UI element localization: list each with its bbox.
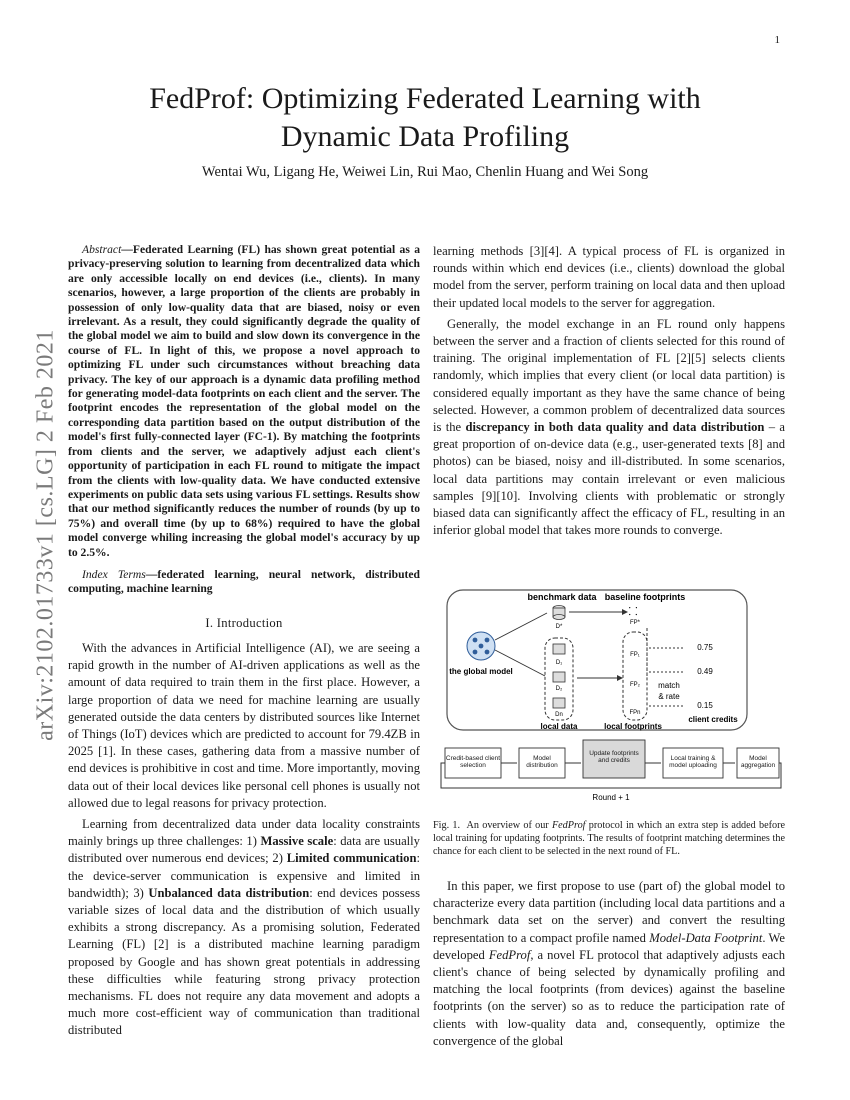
intro-r3-e: , a novel FL protocol that adaptively adjusts each client's chance of being selected by dynamically profiling and matching the local footprints (from devices) against the baseline footprints (on the server) so as to reduce the participation rate of clients with low-quality data and, consequently, optimize the convergence of the global [433, 947, 785, 1048]
intro-p2-e: : the device-server communication is expensive and limited in bandwidth); 3) [68, 851, 420, 900]
model-to-benchmark-arrow [495, 613, 547, 640]
database-icon [553, 606, 565, 620]
section-heading-introduction: I. Introduction [205, 615, 283, 630]
d2-label: D₂ [555, 686, 563, 692]
intro-paragraph-5 [433, 878, 785, 1050]
step-5 [737, 748, 779, 778]
figure-1-diagram [437, 588, 783, 808]
local-footprints-group [623, 632, 647, 720]
abstract [68, 243, 420, 560]
client-credits-label: client credits [688, 715, 738, 724]
intro-paragraph-3: learning methods [3][4]. A typical process of FL is organized in rounds within which end devices (i.e., clients) download the global model from the server, perform training on local data and then upload their updated local models to the server for aggregation. [433, 244, 785, 310]
step-5-text: Model aggregation [740, 755, 776, 769]
footprint-icon: ⸬ [628, 606, 638, 618]
paper-title [0, 80, 850, 156]
intro-p2-c: : data are usually distributed over numerous end devices; 2) [68, 834, 420, 866]
step-1-text: Credit-based client selection [445, 755, 501, 769]
intro-paragraph-1: With the advances in Artificial Intelligence (AI), we are seeing a rapid growth in the number of AI-driven applications as well as the amount of data required to train them in the first place. However, a large proportion of data we need for machine learning are usually generated outside the data centers by distributed sources like Internet of Things (IoT) devices which are predicted to account for 79.4ZB in 2025 [1]. In these cases, gathering data from a massive number of end devices is prohibitive in cost and time. More importantly, moving data out of their local devices like personal cell phones is usually not allowed due to legal reasons for privacy protection. [68, 640, 420, 810]
abstract-lead: Abstract [82, 243, 122, 256]
figure-1-caption [433, 819, 785, 858]
page-number: 1 [774, 34, 780, 46]
dn-label: Dn [555, 712, 563, 718]
index-terms-text: federated learning, neural network, distributed computing, machine learning [68, 567, 420, 596]
discrepancy-emphasis: discrepancy in both data quality and data distribution [465, 420, 765, 435]
round-label: Round + 1 [592, 793, 630, 802]
fpn-label: FPn [629, 710, 641, 716]
intro-r3-c: . We developed [433, 930, 785, 962]
step-4 [663, 748, 723, 778]
author-list: Wentai Wu, Ligang He, Weiwei Lin, Rui Mao, Chenlin Huang and Wei Song [201, 164, 649, 180]
arxiv-stamp-text: arXiv:2102.01733v1 [cs.LG] 2 Feb 2021 [32, 329, 59, 741]
right-column [433, 243, 785, 539]
intro-p2-g: : end devices possess variable sizes of local data and the distribution of which usually exhibits a strong discrepancy. As a promising solution, Federated Learning (FL) [2] is a distributed machine learning paradigm proposed by Google and has shown great potentials in addressing these difficulties while featuring strong privacy protection mechanisms. FL does not require any data movement and adopts a much more cost-efficient way of communication than traditional distributed [68, 885, 420, 1038]
index-terms-lead: Index Terms [82, 567, 146, 581]
intro-r3-a: In this paper, we first propose to use (part of) the global model to characterize every data partition (including local data partitions and a benchmark data set on the server) and convert the resulting representation to a compact profile named [433, 879, 785, 945]
local-database-icon [553, 644, 565, 708]
credit-value-3: 0.15 [697, 701, 713, 710]
paper-title-text: FedProf: Optimizing Federated Learning with Dynamic Data Profiling [149, 82, 701, 153]
caption-label: Fig. 1. [433, 820, 461, 831]
caption-text-c: protocol in which an extra step is added before local training for updating footprints. The results of footprint matching determines the chance for each client to be selected in the next round of FL. [433, 820, 786, 857]
arrow-head [622, 609, 628, 615]
arxiv-stamp [26, 300, 66, 770]
step-2 [519, 748, 565, 778]
step-1 [445, 748, 501, 778]
rate-label: & rate [658, 692, 680, 701]
global-model-icon [467, 632, 495, 660]
baseline-footprints-label: baseline footprints [604, 592, 686, 602]
intro-r2-c: – a great proportion of on-device data (e.g., user-generated texts [8] and photos) can be biased, noisy and ill-distributed. In some scenarios, local data partitions may contain irrelevant or even malicious samples [9][10]. Involving clients with problematic or strongly biased data can significantly affect the efficacy of FL, resulting in an inferior global model that takes more rounds to converge. [433, 420, 785, 538]
caption-fedprof: FedProf [551, 820, 586, 831]
arrow-head-2 [617, 675, 623, 681]
abstract-dash: — [121, 243, 133, 256]
step-2-text: Model distribution [526, 755, 558, 769]
credit-value-2: 0.49 [697, 667, 713, 676]
left-column [68, 243, 420, 1040]
index-terms-dash: — [145, 567, 158, 581]
fp1-label: FP₁ [630, 652, 640, 658]
abstract-text: Federated Learning (FL) has shown great potential as a privacy-preserving solution to learning from decentralized data which are only accessible locally on end devices (i.e., clients). In many scenarios, however, a large proportion of the clients are probably in possession of only low-quality data that are biased, noisy or even irrelevant. As a result, they could significantly degrade the quality of the global model we aim to build and slow down its convergence in the course of FL. In light of this, we propose a novel approach to optimizing FL under such circumstances without breaching data privacy. The key of our approach is a dynamic data profiling method for generating model-data footprints on each client and the server. The footprint encodes the representation of the global model on the corresponding data partition based on the output distribution of the model's first fully-connected layer (FC-1). By matching the footprints from clients and the server, we adaptively adjust each client's opportunity of participation in each FL round to mitigate the impact from the clients with low-quality data. We have conducted extensive experiments on public data sets using various FL settings. Results show that our method significantly reduces the number of rounds (by up to 75%) and overall time (by up to 68%) required to have the global model converge whiling increasing the global model's accuracy by up to 2.5%. [68, 243, 420, 559]
fedprof-term: FedProf [488, 947, 531, 962]
challenge-massive-scale: Massive scale [260, 834, 334, 849]
fp2-label: FP₂ [630, 682, 640, 688]
intro-p2-a: Learning from decentralized data under data locality constraints mainly brings up three challenges: 1) [68, 816, 420, 849]
benchmark-data-label: benchmark data [527, 592, 597, 602]
right-column-lower [433, 878, 785, 1050]
d-star-label: D* [555, 624, 563, 630]
step-4-text: Local training & model uploading [669, 755, 717, 769]
challenge-unbalanced-data: Unbalanced data distribution [148, 885, 310, 900]
intro-r2-a: Generally, the model exchange in an FL round only happens between the server and a fraction of clients selected for this round of training. The original implementation of FL [2][5] selects clients randomly, which implies that every client (or local data partition) is considered equally important as they have the same chance of being selected. However, a common problem of decentralized data sources is the [433, 316, 785, 435]
fp-star-label: FP* [629, 620, 641, 626]
index-terms [68, 568, 420, 597]
local-data-label: local data [540, 722, 578, 731]
caption-text-a: An overview of our [466, 820, 552, 831]
intro-paragraph-4 [433, 316, 785, 540]
match-label: match [658, 681, 680, 690]
d1-label: D₁ [555, 660, 563, 666]
local-footprints-label: local footprints [604, 722, 662, 731]
credit-value-1: 0.75 [697, 643, 713, 652]
step-3-text: Update footprints and credits [589, 750, 639, 764]
model-data-footprint-term: Model-Data Footprint [649, 930, 763, 945]
intro-paragraph-2 [68, 816, 420, 1040]
challenge-limited-communication: Limited communication [286, 851, 417, 866]
step-3 [583, 740, 645, 778]
global-model-label: the global model [449, 667, 513, 676]
